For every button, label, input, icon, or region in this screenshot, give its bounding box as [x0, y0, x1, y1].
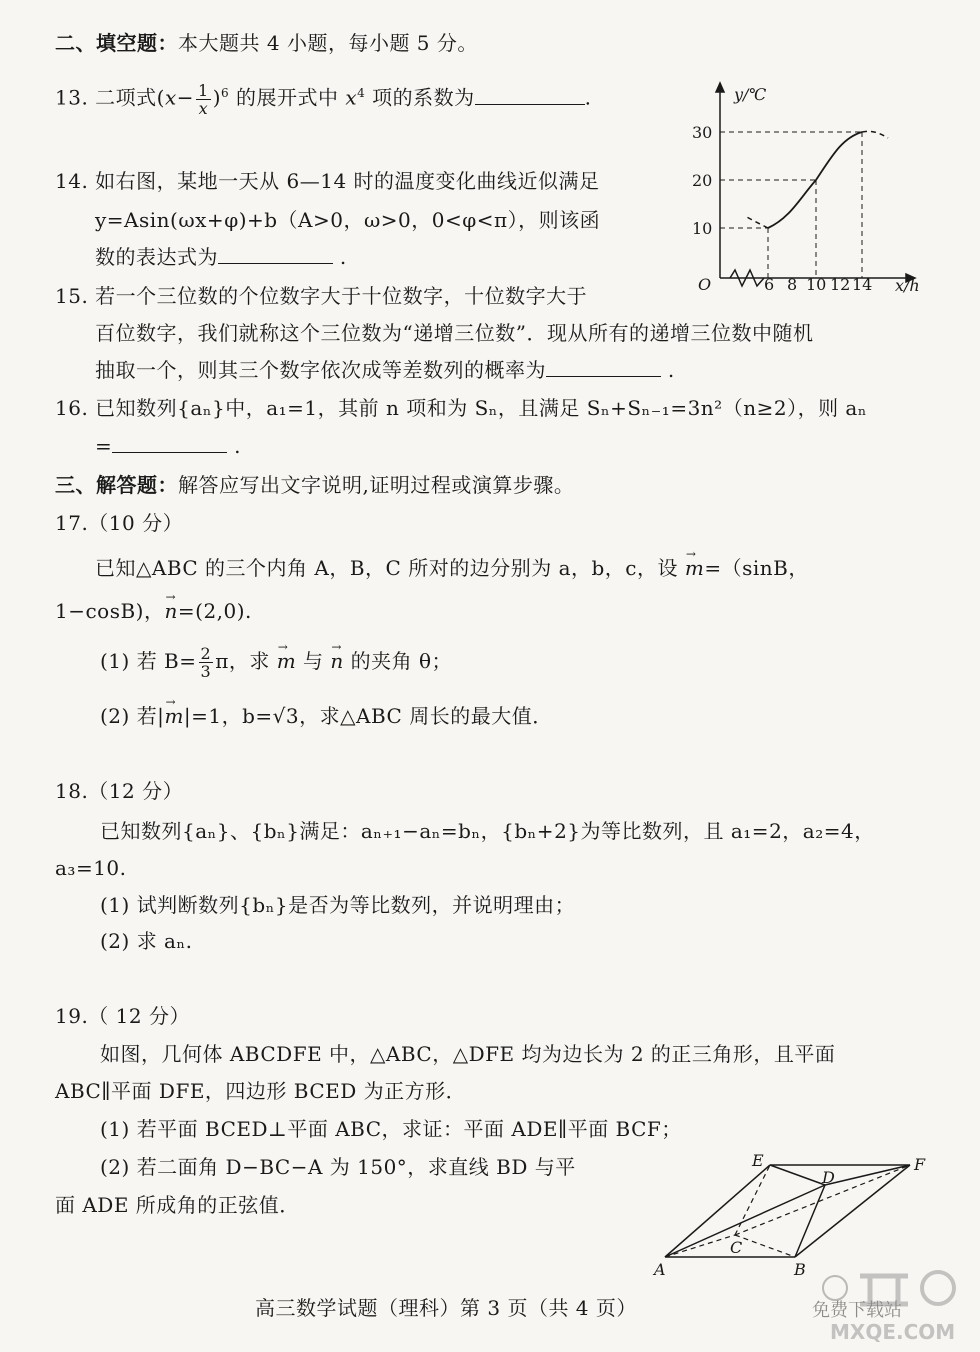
q16-number: 16.	[55, 396, 89, 420]
question-19-part-1: (1) 若平面 BCED⊥平面 ABC，求证：平面 ADE∥平面 BCF；	[100, 1117, 682, 1141]
edge-ED	[770, 1165, 825, 1185]
q16-period: .	[234, 434, 241, 458]
q15-number: 15.	[55, 284, 89, 308]
edge-AD	[665, 1185, 825, 1257]
q13-fraction	[196, 82, 211, 117]
watermark-text: 免费下载站	[812, 1300, 902, 1321]
q15-text-3: 抽取一个，则其三个数字依次成等差数列的概率为	[95, 358, 546, 382]
q17-text-1: 已知△ABC 的三个内角 A，B，C 所对的边分别为 a，b，c，设	[95, 556, 685, 580]
q13-paren: )	[212, 85, 222, 110]
q14-answer-blank	[218, 245, 333, 264]
curve-ext-left	[745, 216, 768, 228]
q14-period: .	[339, 245, 347, 269]
q14-number: 14.	[55, 169, 89, 193]
question-14-line-2	[95, 207, 600, 233]
q17-p2-text: (2) 若|	[100, 704, 165, 728]
question-14-line-3	[95, 244, 347, 270]
q13-x: x	[345, 85, 358, 110]
question-13	[55, 80, 592, 117]
section-3-heading: 三、解答题：	[55, 473, 178, 497]
q17-text-2: 1−cosB)，	[55, 599, 165, 623]
vector-n: → n	[165, 598, 178, 624]
question-15-line-3	[95, 357, 675, 383]
q15-answer-blank	[546, 358, 661, 377]
x-tick-label: 12	[830, 275, 851, 294]
question-16-line-2	[95, 433, 241, 459]
q17-frac-num: 2	[200, 644, 212, 663]
watermark-site: MXQE.COM	[830, 1320, 956, 1344]
curve-ext-right	[862, 131, 888, 138]
q13-frac-num: 1	[198, 80, 209, 100]
vector-n: → n	[330, 648, 343, 674]
question-18-part-2: (2) 求 aₙ.	[100, 929, 193, 953]
section-2-desc: 本大题共 4 小题，每小题 5 分。	[178, 31, 478, 55]
question-19-line-1: 如图，几何体 ABCDFE 中，△ABC，△DFE 均为边长为 2 的正三角形，且平面	[100, 1042, 836, 1066]
x-tick-label: 8	[787, 275, 798, 294]
label-A: A	[654, 1260, 666, 1279]
q15-text-2: 百位数字，我们就称这个三位数为“递增三位数”．现从所有的递增三位数中随机	[95, 321, 814, 345]
q16-answer-blank	[112, 434, 227, 453]
edge-CE	[735, 1165, 770, 1235]
question-19-head: 19.（ 12 分）	[55, 1004, 190, 1028]
q13-frac-den: x	[198, 98, 209, 118]
y-axis-arrow	[716, 83, 724, 92]
y-tick-label: 30	[692, 123, 713, 142]
q17-p1-text-b: π，求	[215, 649, 277, 673]
question-18-part-1: (1) 试判断数列{bₙ}是否为等比数列，并说明理由；	[100, 893, 576, 917]
question-19-line-2: ABC∥平面 DFE，四边形 BCED 为正方形．	[55, 1079, 467, 1103]
question-17-line-1	[95, 555, 809, 581]
q13-text: 二项式(	[95, 85, 165, 110]
question-17-part-2	[100, 703, 553, 729]
x-tick-label: 6	[764, 275, 775, 294]
y-axis-label: y/℃	[734, 85, 767, 104]
label-F: F	[914, 1155, 926, 1174]
vector-m: → m	[277, 648, 296, 674]
edge-AE	[665, 1165, 770, 1257]
q17-p2-text-b: |=1，b=√3，求△ABC 周长的最大值．	[183, 704, 553, 728]
q17-p1-text-c: 与	[296, 649, 331, 673]
x-tick-label: 10	[806, 275, 827, 294]
question-18-line-1: 已知数列{aₙ}、{bₙ}满足：aₙ₊₁−aₙ=bₙ，{bₙ+2}为等比数列，且 a₁=2，a₂=4，	[100, 819, 875, 843]
temperature-graph	[690, 78, 940, 298]
q16-equals: =	[95, 434, 113, 458]
label-D: D	[822, 1168, 835, 1187]
q13-exponent: 6	[221, 86, 230, 100]
question-14-line-1	[55, 168, 600, 194]
q14-text-1: 如右图，某地一天从 6—14 时的温度变化曲线近似满足	[95, 169, 600, 193]
q13-var: x	[164, 85, 177, 110]
question-17-head: 17.（10 分）	[55, 511, 184, 535]
geometry-figure	[650, 1150, 940, 1280]
section-3-desc: 解答应写出文字说明,证明过程或演算步骤。	[178, 473, 575, 497]
y-tick-label: 10	[692, 219, 713, 238]
q13-minus: −	[176, 85, 195, 110]
question-15-line-2	[95, 320, 813, 346]
y-tick-label: 20	[692, 171, 713, 190]
q17-p1-text: (1) 若 B=	[100, 649, 197, 673]
section-3-heading-line	[55, 472, 574, 498]
question-18-line-2: a₃=10.	[55, 856, 127, 880]
question-16-line-1	[55, 395, 867, 421]
question-18-head: 18.（12 分）	[55, 779, 184, 803]
label-C: C	[730, 1238, 743, 1257]
label-E: E	[752, 1151, 764, 1170]
x-axis-label: x/h	[895, 276, 920, 295]
q17-frac-den: 3	[200, 662, 212, 681]
question-19-part-2: (2) 若二面角 D−BC−A 为 150°，求直线 BD 与平	[100, 1155, 576, 1179]
q17-p1-text-d: 的夹角 θ；	[343, 649, 453, 673]
edge-AC	[665, 1235, 735, 1257]
question-17-line-2	[55, 598, 252, 624]
x-tick-label: 14	[852, 275, 873, 294]
label-B: B	[794, 1260, 806, 1279]
q13-text-2: 的展开式中	[236, 85, 339, 110]
q13-number: 13.	[55, 85, 89, 110]
q14-text-2: y=Asin(ωx+φ)+b（A>0，ω>0，0<φ<π），则该函	[95, 208, 601, 232]
edge-CB	[735, 1235, 795, 1257]
q15-period: .	[667, 358, 675, 382]
section-2-heading-line	[55, 30, 478, 56]
q13-answer-blank	[475, 86, 585, 105]
q16-text-1: 已知数列{aₙ}中，a₁=1，其前 n 项和为 Sₙ，且满足 Sₙ+Sₙ₋₁=3n²（n≥2），则 aₙ	[95, 396, 868, 420]
q15-text-1: 若一个三位数的个位数字大于十位数字，十位数字大于	[95, 284, 588, 308]
page-footer: 高三数学试题（理科）第 3 页（共 4 页）	[255, 1296, 637, 1320]
q13-period: .	[584, 85, 592, 110]
q17-fraction	[199, 645, 214, 680]
vector-m: → m	[164, 703, 183, 729]
section-2-heading: 二、填空题：	[55, 31, 178, 55]
q13-x-power: 4	[357, 86, 366, 100]
question-17-part-1	[100, 645, 452, 680]
question-19-part-2-cont: 面 ADE 所成角的正弦值．	[55, 1193, 300, 1217]
q13-text-3: 项的系数为	[372, 85, 475, 110]
vector-m: → m	[685, 555, 704, 581]
watermark	[790, 1262, 970, 1347]
q17-text-2b: =(2,0).	[177, 599, 252, 623]
q14-text-3: 数的表达式为	[95, 245, 218, 269]
q17-text-1b: =（sinB，	[704, 556, 809, 580]
question-15-line-1	[55, 283, 587, 309]
origin-label: O	[698, 275, 712, 294]
